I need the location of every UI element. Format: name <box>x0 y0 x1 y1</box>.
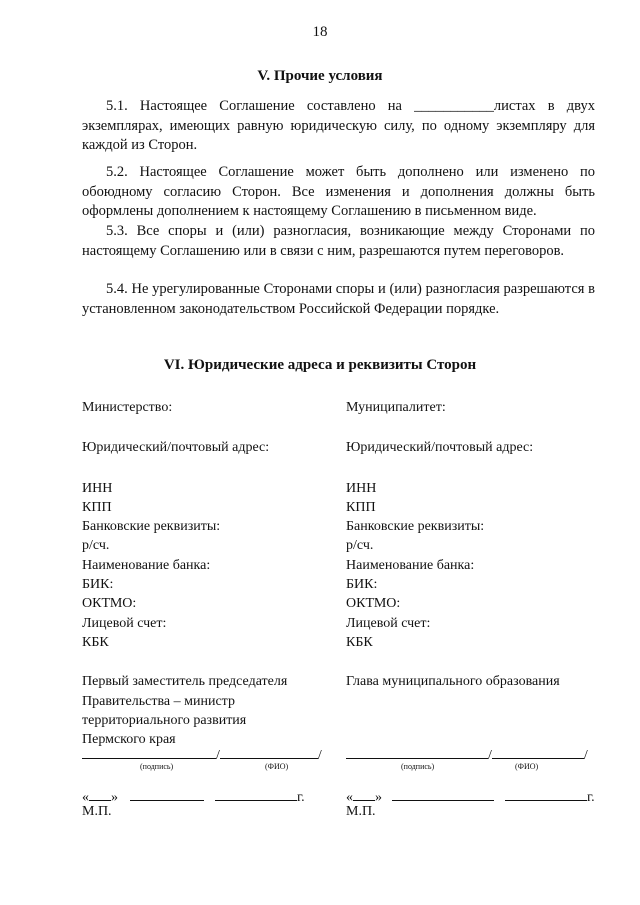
ministry-inn: ИНН <box>82 480 113 496</box>
ministry-date-quote-open: « <box>82 790 89 805</box>
ministry-date-quote-close: » <box>111 790 118 805</box>
ministry-fio-blank <box>220 745 318 759</box>
ministry-day-blank <box>89 787 111 801</box>
municipality-signature-line: / / <box>346 745 588 764</box>
ministry-month-blank <box>130 787 204 801</box>
municipality-address-label: Юридический/почтовый адрес: <box>346 440 534 456</box>
municipality-year-blank <box>505 787 587 801</box>
municipality-oktmo: ОКТМО: <box>346 596 401 612</box>
municipality-bank-name: Наименование банка: <box>346 557 475 573</box>
municipality-personal-account: Лицевой счет: <box>346 615 431 631</box>
municipality-fio-hint: (ФИО) <box>515 762 539 771</box>
ministry-fio-hint: (ФИО) <box>265 762 289 771</box>
municipality-bik: БИК: <box>346 577 378 593</box>
ministry-signature-blank <box>82 745 216 759</box>
municipality-details <box>346 398 560 692</box>
ministry-details <box>82 398 287 749</box>
ministry-date-line <box>82 787 305 806</box>
ministry-oktmo: ОКТМО: <box>82 596 137 612</box>
municipality-date-line <box>346 787 595 806</box>
municipality-month-blank <box>392 787 494 801</box>
municipality-day-blank <box>353 787 375 801</box>
municipality-label: Муниципалитет: <box>346 400 446 415</box>
ministry-signer-title-1: Первый заместитель председателя <box>82 674 288 690</box>
municipality-date-quote-close: » <box>375 790 382 805</box>
section-6-title: VI. Юридические адреса и реквизиты Сторон <box>163 357 477 373</box>
municipality-date-quote-open: « <box>346 790 353 805</box>
municipality-inn: ИНН <box>346 480 377 496</box>
page-number: 18 <box>312 24 328 40</box>
ministry-kbk: КБК <box>82 634 109 650</box>
municipality-bank-details: Банковские реквизиты: <box>346 519 485 535</box>
ministry-signature-line: / / <box>82 745 322 764</box>
ministry-year-suffix: г. <box>297 790 305 805</box>
clause-5-4: 5.4. Не урегулированные Сторонами споры и (или) разногласия разрешаются в установленном законодательством Российской Федерации порядке. <box>82 281 595 317</box>
clause-5-1: 5.1. Настоящее Соглашение составлено на ___________листах в двух экземплярах, имеющих равную юридическую силу, по одному экземпляру для каждой из Сторон. <box>82 98 595 153</box>
municipality-kbk: КБК <box>346 634 373 650</box>
ministry-address-label: Юридический/почтовый адрес: <box>82 440 270 456</box>
ministry-account: р/сч. <box>82 538 110 554</box>
municipality-account: р/сч. <box>346 538 374 554</box>
ministry-signer-title-4: Пермского края <box>82 732 176 748</box>
ministry-bank-name: Наименование банка: <box>82 557 211 573</box>
section-5-title: V. Прочие условия <box>257 68 383 84</box>
clause-5-3: 5.3. Все споры и (или) разногласия, возникающие между Сторонами по настоящему Соглашению или в связи с ним, разрешаются путем переговоров. <box>82 223 595 259</box>
municipality-signature-hint: (подпись) <box>401 762 435 771</box>
ministry-signature-hint: (подпись) <box>140 762 174 771</box>
ministry-label: Министерство: <box>82 400 173 415</box>
ministry-kpp: КПП <box>82 499 112 515</box>
ministry-bik: БИК: <box>82 577 114 593</box>
ministry-bank-details: Банковские реквизиты: <box>82 519 221 535</box>
municipality-signature-blank <box>346 745 488 759</box>
municipality-fio-blank <box>492 745 584 759</box>
ministry-signer-title-3: территориального развития <box>82 712 247 728</box>
municipality-signer-title: Глава муниципального образования <box>346 674 560 690</box>
municipality-seal: М.П. <box>346 804 376 819</box>
ministry-signer-title-2: Правительства – министр <box>82 693 235 709</box>
clause-5-2: 5.2. Настоящее Соглашение может быть дополнено или изменено по обоюдному согласию Сторон. Все изменения и дополнения должны быть оформлены дополнением к настоящему Соглашению в письменном виде. <box>82 164 595 219</box>
ministry-year-blank <box>215 787 297 801</box>
municipality-kpp: КПП <box>346 499 376 515</box>
municipality-year-suffix: г. <box>587 790 595 805</box>
ministry-seal: М.П. <box>82 804 112 819</box>
ministry-personal-account: Лицевой счет: <box>82 615 167 631</box>
